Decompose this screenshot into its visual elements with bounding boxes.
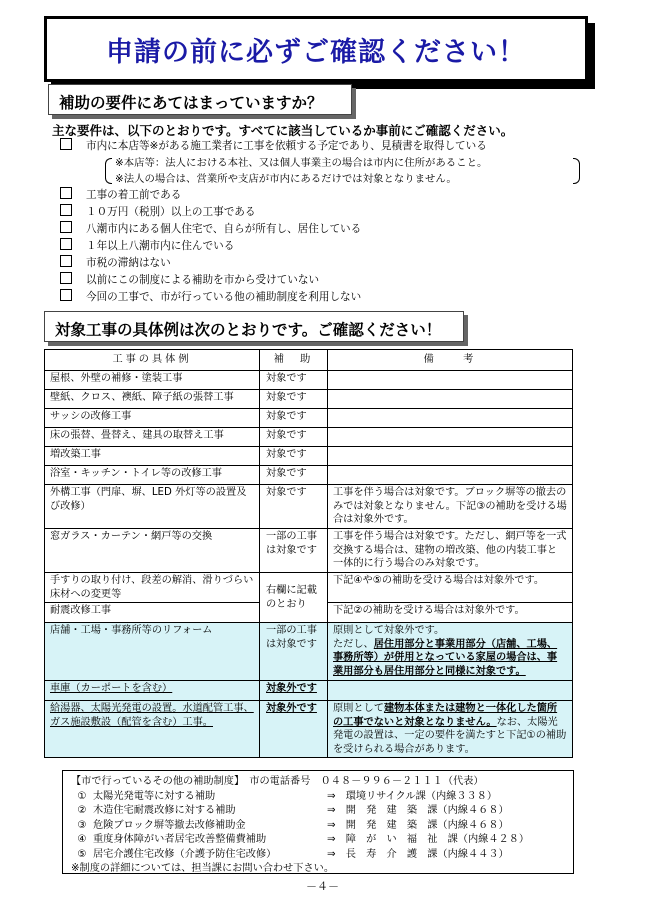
checkbox-icon [60,272,72,284]
table-row: 店舗・工場・事務所等のリフォーム 一部の工事は対象です 原則として対象外です。 ただし、居住用部分と事業用部分（店舗、工場、事務所等）が併用となっている家屋の場合は、事業用部分も居住用部分と同様に対象です。 [45,623,573,681]
requirements-intro: 主な要件は、以下のとおりです。すべてに該当しているか事前にご確認ください。 [52,123,514,138]
requirement-item: １年以上八潮市内に住んでいる [60,238,620,255]
table-row: 外構工事（門扉、塀、LED 外灯等の設置及び改修） 対象です 工事を伴う場合は対象です。ブロック塀等の撤去のみでは対象となりません。下記③の補助を受ける場合は対象外です。 [45,485,573,529]
requirement-notes [105,155,620,187]
requirement-item: １０万円（税別）以上の工事である [60,204,620,221]
table-row: 床の張替、畳替え、建具の取替え工事 対象です [45,428,573,447]
page-title-box [44,16,588,82]
list-item: ② 木造住宅耐震改修に対する補助 ⇒ 開 発 建 築 課（内線４６８） [77,805,509,817]
requirement-item: 市内に本店等※がある施工業者に工事を依頼する予定であり、見積書を取得している [60,138,620,155]
checkbox-icon [60,255,72,267]
requirements-heading: 補助の要件にあてはまっていますか？ [48,84,352,115]
checkbox-icon [60,238,72,250]
requirement-item: 以前にこの制度による補助を市から受けていない [60,272,620,289]
footnote: ※制度の詳細については、担当課にお問い合わせ下さい。 [71,862,335,874]
table-row: 浴室・キッチン・トイレ等の改修工事 対象です [45,466,573,485]
requirement-item: 工事の着工前である [60,187,620,204]
work-examples-table [44,349,573,758]
header-notes: 備 考 [328,350,573,371]
examples-heading: 対象工事の具体例は次のとおりです。ご確認ください！ [44,311,464,342]
checkbox-icon [60,187,72,199]
note-line: ※法人の場合は、営業所や支店が市内にあるだけでは対象となりません。 [115,173,457,185]
table-row: サッシの改修工事 対象です [45,409,573,428]
list-item: ⑤ 居宅介護住宅改修（介護予防住宅改修） ⇒ 長 寿 介 護 課（内線４４３） [77,848,509,860]
list-item: ④ 重度身体障がい者居宅改善整備費補助 ⇒ 障 が い 福 祉 課（内線４２８） [77,834,530,846]
list-item: ① 太陽光発電等に対する補助 ⇒ 環境リサイクル課（内線３３８） [77,791,498,802]
note-line: ※本店等：法人における本社、又は個人事業主の場合は市内に住所があること。 [115,157,488,169]
table-row: 増改築工事 対象です [45,447,573,466]
checkbox-icon [60,204,72,216]
requirement-item: 今回の工事で、市が行っている他の補助制度を利用しない [60,289,620,306]
table-header-row [45,350,573,371]
header-work: 工事の具体例 [45,350,260,371]
table-row: 窓ガラス・カーテン・網戸等の交換 一部の工事は対象です 工事を伴う場合は対象です。ただし、網戸等を一式交換する場合は、建物の増改築、他の内装工事と一体的に行う場合のみ対象です。 [45,529,573,573]
requirements-list [60,138,620,306]
page-number: －４－ [306,880,339,893]
checkbox-icon [60,289,72,301]
table-row: 車庫（カーポートを含む） 対象外です [45,681,573,701]
page-title: 申請の前に必ずご確認ください！ [106,36,526,68]
table-row: 壁紙、クロス、襖紙、障子紙の張替工事 対象です [45,390,573,409]
requirement-item: 八潮市内にある個人住宅で、自らが所有し、居住している [60,221,620,238]
other-subsidies-box [62,770,574,874]
table-row: 屋根、外壁の補修・塗装工事 対象です [45,371,573,390]
requirement-item: 市税の滞納はない [60,255,620,272]
table-row: 給湯器、太陽光発電の設置。水道配管工事、ガス施設敷設（配管を含む）工事。 対象外です 原則として建物本体または建物と一体化した箇所の工事でないと対象となりません。なお、太陽光発電の設置は、一定の要件を満たすと下記①の補助を受けられる場合があります。 [45,701,573,758]
checkbox-icon [60,138,72,150]
table-row: 耐震改修工事 下記②の補助を受ける場合は対象外です。 [45,603,573,623]
list-item: ③ 危険ブロック塀等撤去改修補助金 ⇒ 開 発 建 築 課（内線４６８） [77,819,509,831]
table-row: 手すりの取り付け、段差の解消、滑りづらい床材への変更等 右欄に記載のとおり 下記④や⑤の補助を受ける場合は対象外です。 [45,573,573,603]
header-subsidy: 補 助 [260,350,328,371]
other-subsidies-header: 【市で行っているその他の補助制度】 市の電話番号 ０４８－９９６－２１１１（代表） [71,776,484,787]
checkbox-icon [60,221,72,233]
